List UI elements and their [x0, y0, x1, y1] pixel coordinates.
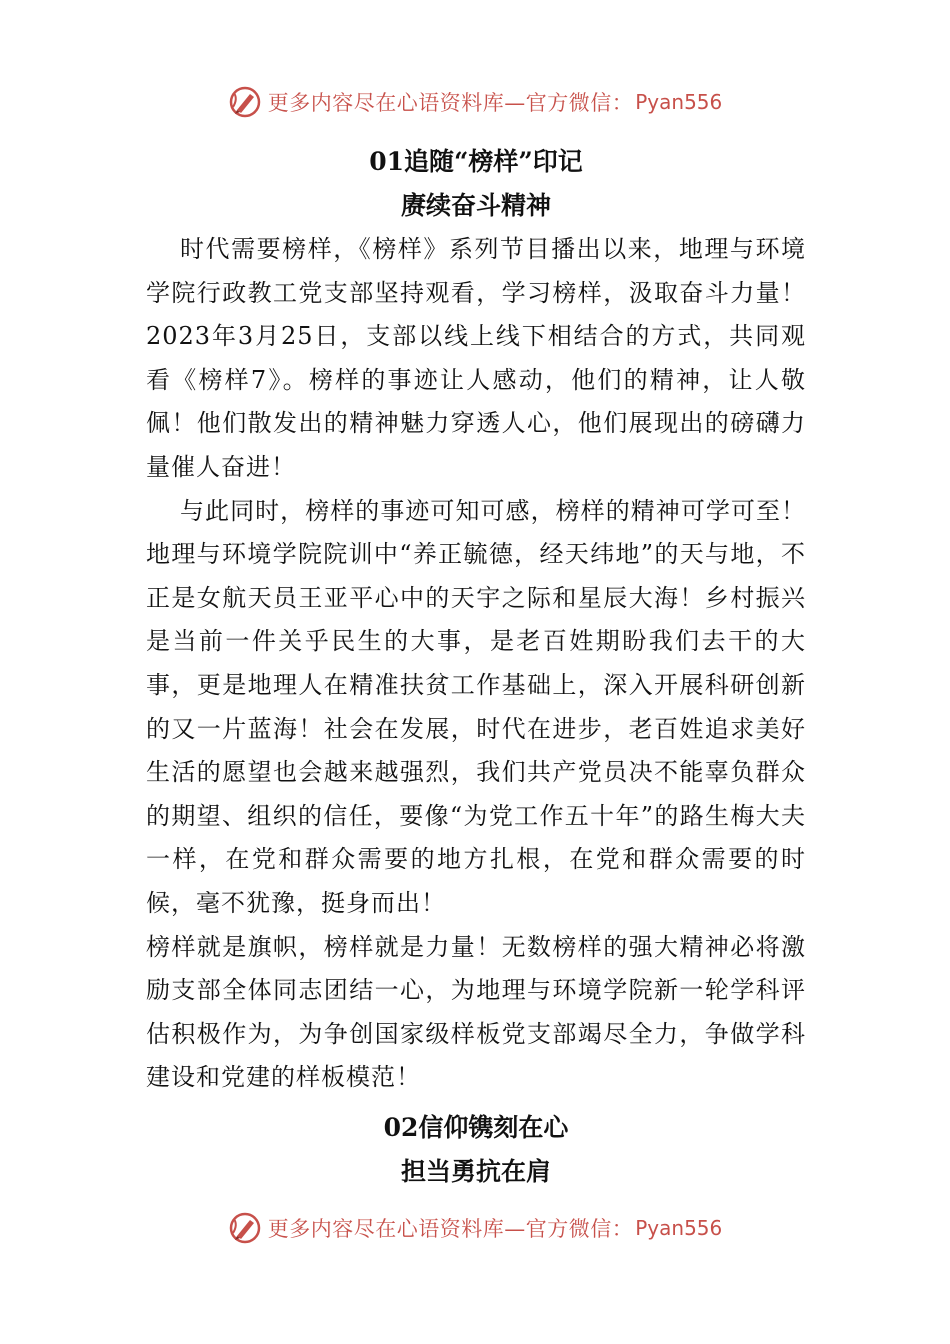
pen-seal-icon: [228, 85, 262, 119]
watermark-wechat-id: Pyan556: [635, 1216, 723, 1240]
section2-subtitle: 担当勇抗在肩: [400, 1156, 551, 1186]
pen-seal-icon: [228, 1211, 262, 1245]
watermark-wechat-id: Pyan556: [635, 90, 723, 114]
paragraph-3: 榜样就是旗帜，榜样就是力量！无数榜样的强大精神必将激励支部全体同志团结一心，为地理与环境学院新一轮学科评估积极作为，为争创国家级样板党支部竭尽全力，争做学科建设和党建的样板模范！: [146, 932, 806, 1092]
section1-title: 01追随“榜样”印记: [369, 147, 583, 176]
section1-subtitle: 赓续奋斗精神: [400, 191, 551, 220]
document-body: [146, 140, 806, 1194]
watermark-text: 更多内容尽在心语资料库—官方微信：: [267, 91, 634, 115]
watermark-footer: [0, 1208, 950, 1248]
watermark-text: 更多内容尽在心语资料库—官方微信：: [267, 1217, 634, 1241]
paragraph-1: 时代需要榜样，《榜样》系列节目播出以来，地理与环境学院行政教工党支部坚持观看，学习榜样，汲取奋斗力量！2023年3月25日，支部以线上线下相结合的方式，共同观看《榜样7》。榜样的事迹让人感动，他们的精神，让人敬佩！他们散发出的精神魅力穿透人心，他们展现出的磅礴力量催人奋进！: [146, 235, 806, 481]
section2-title: 02信仰镌刻在心: [383, 1112, 569, 1142]
paragraph-2: 与此同时，榜样的事迹可知可感，榜样的精神可学可至！地理与环境学院院训中“养正毓德，经天纬地”的天与地，不正是女航天员王亚平心中的天宇之际和星辰大海！乡村振兴是当前一件关乎民生的大事，是老百姓期盼我们去干的大事，更是地理人在精准扶贫工作基础上，深入开展科研创新的又一片蓝海！社会在发展，时代在进步，老百姓追求美好生活的愿望也会越来越强烈，我们共产党员决不能辜负群众的期望、组织的信任，要像“为党工作五十年”的路生梅大夫一样，在党和群众需要的地方扎根，在党和群众需要的时候，毫不犹豫，挺身而出！: [146, 496, 806, 917]
watermark-header: [0, 82, 950, 122]
